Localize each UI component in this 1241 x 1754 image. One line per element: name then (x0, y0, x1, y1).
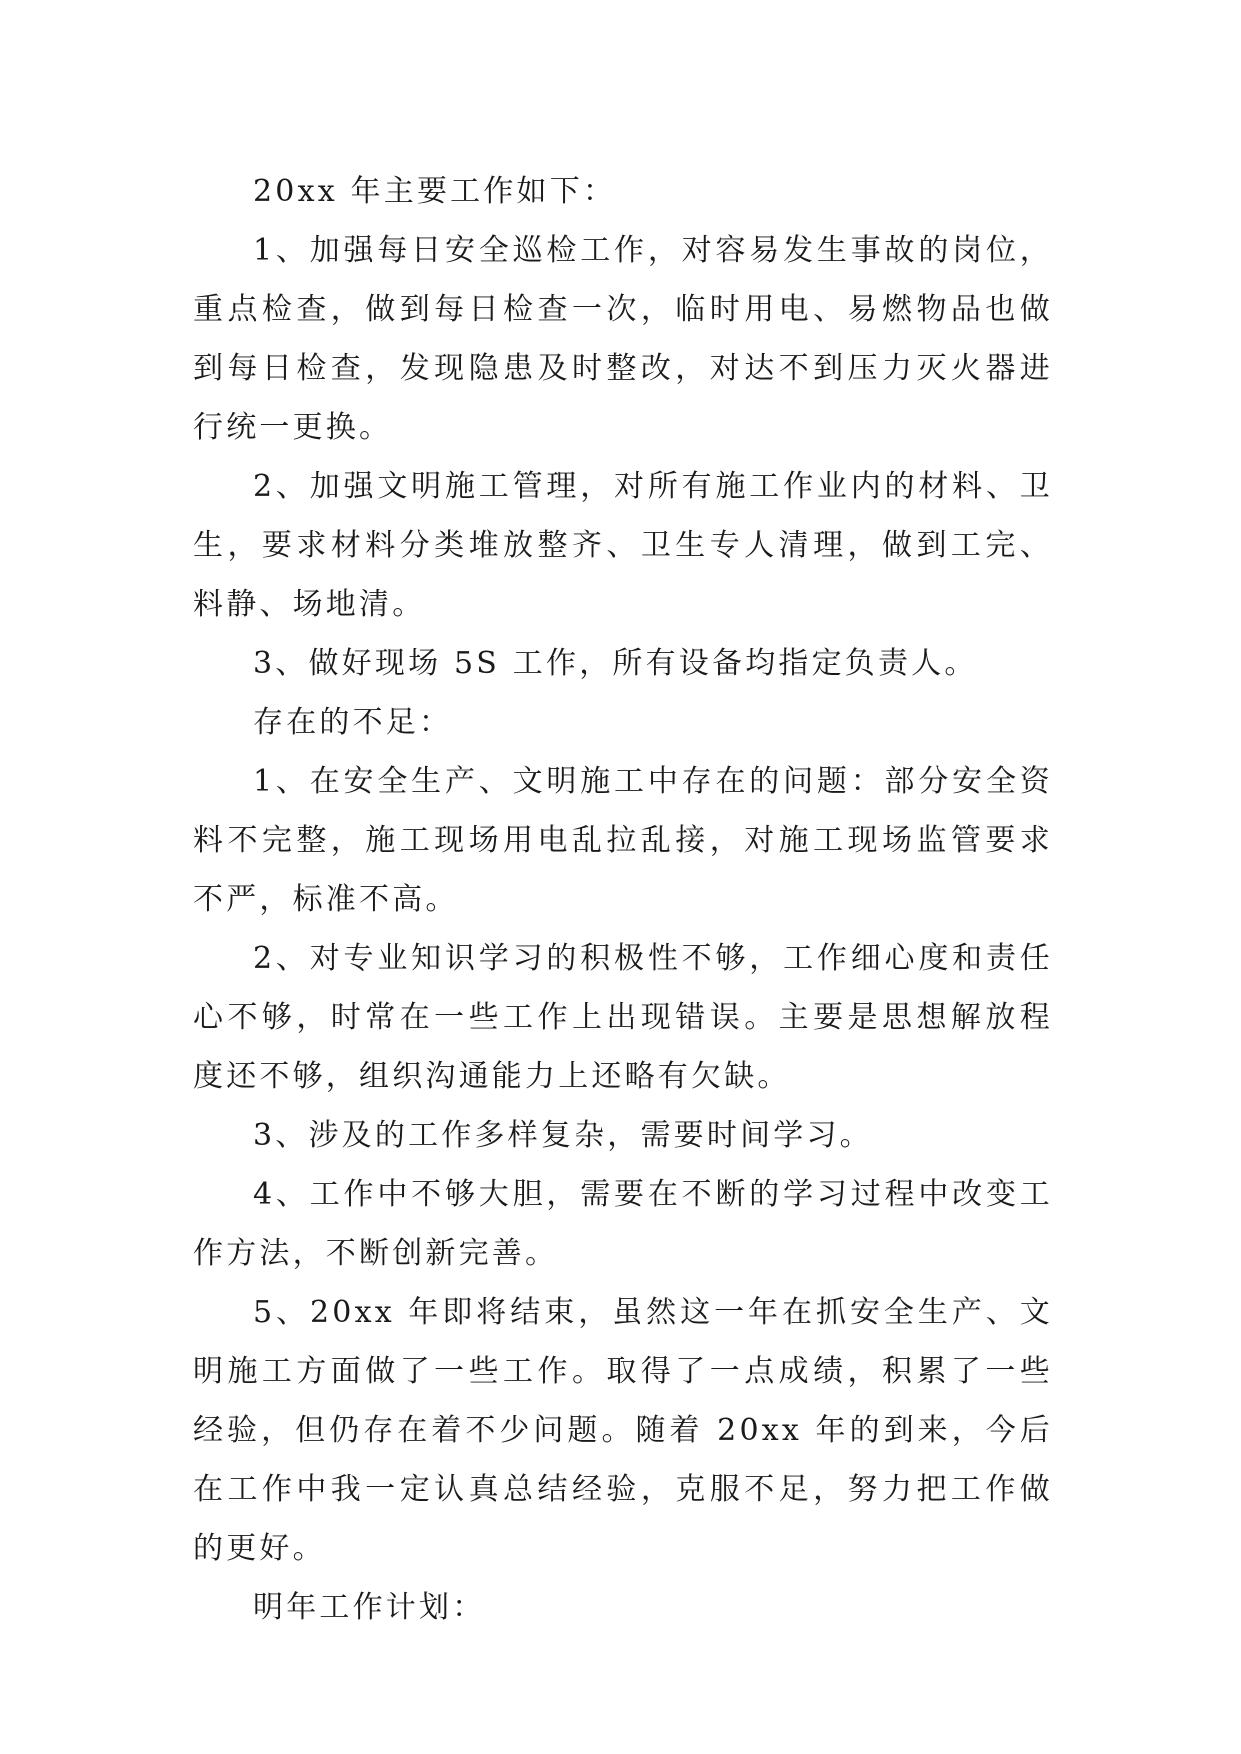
document-body (193, 162, 1053, 1637)
paragraph-shortcoming-3: 3、涉及的工作多样复杂，需要时间学习。 (253, 1118, 873, 1153)
paragraph-work-item-3: 3、做好现场 5S 工作，所有设备均指定负责人。 (253, 646, 978, 681)
paragraph-main-work-heading: 20xx 年主要工作如下： (253, 174, 617, 209)
paragraph-shortcoming-5: 5、20xx 年即将结束，虽然这一年在抓安全生产、文明施工方面做了一些工作。取得了一点成绩，积累了一些经验，但仍存在着不少问题。随着 20xx 年的到来，今后在工作中我一定认真总结经验，克服不足，努力把工作做的更好。 (193, 1295, 1053, 1566)
paragraph-shortcoming-1: 1、在安全生产、文明施工中存在的问题：部分安全资料不完整，施工现场用电乱拉乱接，对施工现场监管要求不严，标准不高。 (193, 764, 1053, 917)
paragraph-work-item-2: 2、加强文明施工管理，对所有施工作业内的材料、卫生，要求材料分类堆放整齐、卫生专人清理，做到工完、料静、场地清。 (193, 469, 1053, 622)
paragraph-shortcoming-2: 2、对专业知识学习的积极性不够，工作细心度和责任心不够，时常在一些工作上出现错误。主要是思想解放程度还不够，组织沟通能力上还略有欠缺。 (193, 941, 1053, 1094)
paragraph-work-item-1: 1、加强每日安全巡检工作，对容易发生事故的岗位，重点检查，做到每日检查一次，临时用电、易燃物品也做到每日检查，发现隐患及时整改，对达不到压力灭火器进行统一更换。 (193, 233, 1053, 445)
paragraph-shortcomings-heading: 存在的不足： (253, 705, 453, 740)
paragraph-shortcoming-4: 4、工作中不够大胆，需要在不断的学习过程中改变工作方法，不断创新完善。 (193, 1177, 1053, 1271)
paragraph-next-year-plan-heading: 明年工作计划： (253, 1590, 486, 1625)
